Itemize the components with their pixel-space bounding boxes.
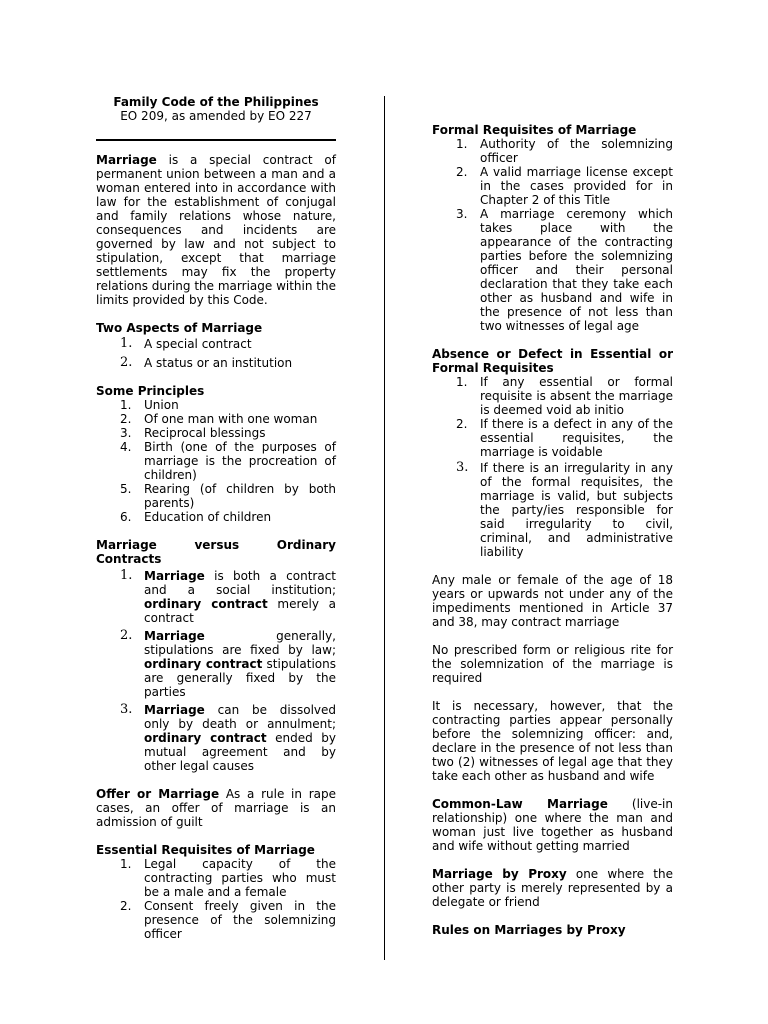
list-item: 2. A status or an institution bbox=[120, 355, 293, 370]
list-item: 6. Education of children bbox=[120, 510, 272, 524]
list-item: 3. A marriage ceremony which takes place with the appearance of the contracting parties before the solemnizing officer and their personal declaration that they take each other as husband and wife in the presence of not less than two witnesses of legal age bbox=[456, 207, 673, 333]
offer-paragraph: Offer or Marriage As a rule in rape cases, an offer of marriage is an admission of guilt bbox=[96, 787, 337, 829]
right-column bbox=[432, 123, 673, 937]
left-column bbox=[96, 95, 336, 941]
list-item: 3. Marriage can be dissolved only by death or annulment; ordinary contract ended by mutual agreement and by other legal causes bbox=[120, 702, 336, 773]
proxy-paragraph: Marriage by Proxy one where the other party is merely represented by a delegate or friend bbox=[432, 867, 673, 909]
list-item: 2. Marriage generally, stipulations are fixed by law; ordinary contract stipulations are generally fixed by the parties bbox=[120, 628, 336, 699]
necessary-paragraph: It is necessary, however, that the contracting parties appear personally before the solemnizing officer: and, declare in the presence of not less than two (2) witnesses of legal age that they take each other as husband and wife bbox=[432, 699, 673, 783]
list-item: 1. Legal capacity of the contracting parties who must be a male and a female bbox=[120, 857, 336, 899]
absence-heading: Absence or Defect in Essential or Formal Requisites bbox=[432, 347, 673, 375]
list-item: 1. Authority of the solemnizing officer bbox=[456, 137, 673, 165]
document-title: Family Code of the Philippines bbox=[113, 95, 319, 109]
column-divider bbox=[384, 96, 385, 960]
principles-heading: Some Principles bbox=[96, 384, 205, 398]
list-item: 2. Consent freely given in the presence of the solemnizing officer bbox=[120, 899, 336, 941]
absence-list bbox=[432, 375, 673, 559]
aspects-heading: Two Aspects of Marriage bbox=[96, 321, 263, 335]
list-item: 3. If there is an irregularity in any of the formal requisites, the marriage is valid, but subjects the party/ies responsible for said irregularity to civil, criminal, and administrative liability bbox=[456, 460, 673, 559]
form-paragraph: No prescribed form or religious rite for the solemnization of the marriage is required bbox=[432, 643, 673, 685]
list-item: 2. A valid marriage license except in the cases provided for in Chapter 2 of this Title bbox=[456, 165, 673, 207]
term: Marriage bbox=[96, 153, 157, 167]
age-paragraph: Any male or female of the age of 18 years or upwards not under any of the impediments mentioned in Article 37 and 38, may contract marriage bbox=[432, 573, 673, 629]
list-item: 2. If there is a defect in any of the essential requisites, the marriage is voidable bbox=[456, 417, 673, 459]
aspects-list bbox=[96, 337, 336, 370]
versus-heading: Marriage versus Ordinary Contracts bbox=[96, 538, 336, 566]
document-subtitle: EO 209, as amended by EO 227 bbox=[120, 109, 312, 123]
list-item: 1. Marriage is both a contract and a social institution; ordinary contract merely a contract bbox=[120, 568, 336, 625]
principles-list bbox=[96, 398, 336, 524]
essential-list bbox=[96, 857, 336, 941]
list-item: 1. A special contract bbox=[120, 336, 252, 351]
list-item: 4. Birth (one of the purposes of marriage is the procreation of children) bbox=[120, 440, 336, 482]
essential-heading: Essential Requisites of Marriage bbox=[96, 843, 315, 857]
list-item: 5. Rearing (of children by both parents) bbox=[120, 482, 336, 510]
rules-heading: Rules on Marriages by Proxy bbox=[432, 923, 626, 937]
versus-list bbox=[96, 569, 336, 773]
list-item: 1. If any essential or formal requisite is absent the marriage is deemed void ab initio bbox=[456, 375, 673, 417]
list-item: 2. Of one man with one woman bbox=[120, 412, 318, 426]
marriage-definition: Marriage is a special contract of permanent union between a man and a woman entered into in accordance with law for the establishment of conjugal and family relations whose nature, consequences and incidents are governed by law and not subject to stipulation, except that marriage settlements may fix the property relations during the marriage within the limits provided by this Code. bbox=[96, 153, 336, 307]
formal-heading: Formal Requisites of Marriage bbox=[432, 123, 637, 137]
common-law-paragraph: Common-Law Marriage (live-in relationship) one where the man and woman just live together as husband and wife without getting married bbox=[432, 797, 673, 853]
list-item: 1. Union bbox=[120, 398, 179, 412]
list-item: 3. Reciprocal blessings bbox=[120, 426, 266, 440]
formal-list bbox=[432, 137, 673, 333]
